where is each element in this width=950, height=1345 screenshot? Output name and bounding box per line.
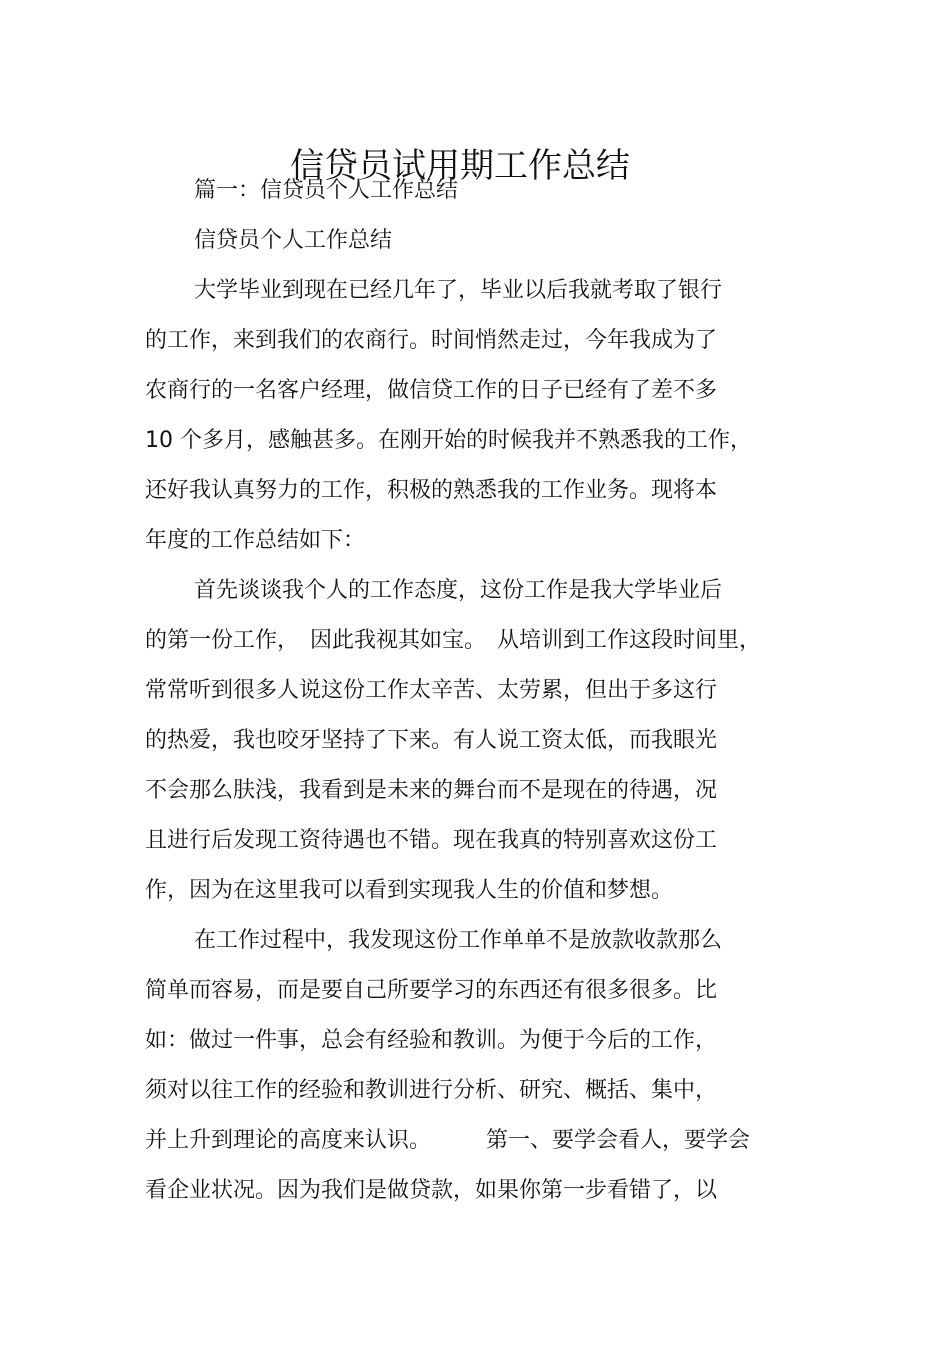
paragraph-line: 常常听到很多人说这份工作太辛苦、太劳累，但出于多这行 — [145, 678, 718, 703]
paragraph-line: 看企业状况。因为我们是做贷款，如果你第一步看错了，以 — [145, 1178, 718, 1203]
subheading: 信贷员个人工作总结 — [194, 228, 393, 253]
paragraph-line: 不会那么肤浅，我看到是未来的舞台而不是现在的待遇，况 — [145, 778, 718, 803]
paragraph-line: 还好我认真努力的工作，积极的熟悉我的工作业务。现将本 — [145, 478, 718, 503]
paragraph-line: 大学毕业到现在已经几年了，毕业以后我就考取了银行 — [194, 278, 723, 303]
paragraph-line: 并上升到理论的高度来认识。 第一、要学会看人，要学会 — [145, 1128, 751, 1153]
paragraph-line: 作，因为在这里我可以看到实现我人生的价值和梦想。 — [145, 878, 674, 903]
paragraph-line: 10 个多月，感触甚多。在刚开始的时候我并不熟悉我的工作， — [145, 428, 752, 453]
paragraph-line: 如：做过一件事，总会有经验和教训。为便于今后的工作， — [145, 1028, 718, 1053]
paragraph-line: 在工作过程中，我发现这份工作单单不是放款收款那么 — [194, 928, 723, 953]
paragraph-line: 的工作，来到我们的农商行。时间悄然走过，今年我成为了 — [145, 328, 718, 353]
paragraph-line: 须对以往工作的经验和教训进行分析、研究、概括、集中， — [145, 1078, 718, 1103]
document-title: 信贷员试用期工作总结 — [290, 145, 630, 186]
paragraph-line: 年度的工作总结如下： — [145, 528, 366, 553]
paragraph-line: 简单而容易，而是要自己所要学习的东西还有很多很多。比 — [145, 978, 718, 1003]
paragraph-line: 首先谈谈我个人的工作态度，这份工作是我大学毕业后 — [194, 578, 723, 603]
paragraph-line: 的热爱，我也咬牙坚持了下来。有人说工资太低，而我眼光 — [145, 728, 718, 753]
section-heading: 篇一：信贷员个人工作总结 — [194, 178, 459, 203]
paragraph-line: 的第一份工作， 因此我视其如宝。 从培训到工作这段时间里， — [145, 628, 762, 653]
paragraph-line: 且进行后发现工资待遇也不错。现在我真的特别喜欢这份工 — [145, 828, 718, 853]
paragraph-line: 农商行的一名客户经理，做信贷工作的日子已经有了差不多 — [145, 378, 718, 403]
